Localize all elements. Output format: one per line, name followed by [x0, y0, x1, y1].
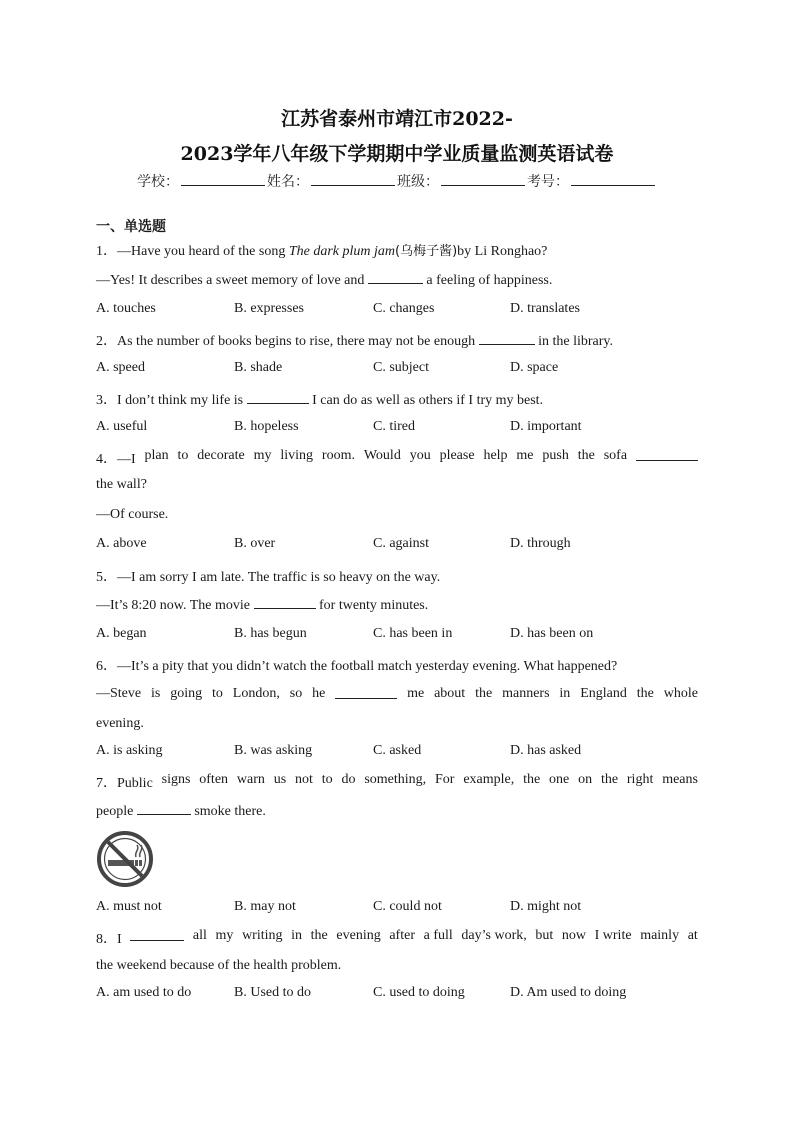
word: to	[321, 772, 333, 787]
word: London,	[232, 686, 280, 701]
option-c: C. could not	[373, 899, 442, 914]
answer-blank	[479, 332, 535, 345]
question-7-number-word	[96, 772, 153, 792]
answer-blank	[636, 448, 698, 461]
option-b: B. shade	[234, 360, 283, 375]
name-blank	[311, 173, 395, 186]
question-2-number: 2．	[96, 334, 117, 349]
option-a: A. began	[96, 626, 147, 641]
option-a: A. am used to do	[96, 985, 192, 1000]
answer-blank	[247, 391, 309, 404]
exam-title-line-2: 2023学年八年级下学期期中学业质量监测英语试卷	[180, 143, 614, 165]
exam-no-blank	[571, 173, 655, 186]
word: whole	[663, 686, 698, 701]
word: room.	[321, 448, 355, 463]
word: decorate	[197, 448, 245, 463]
question-8-stem	[96, 928, 698, 948]
option-a: A. touches	[96, 301, 156, 316]
option-c: C. subject	[373, 360, 429, 375]
question-5-text: —I am sorry I am late. The traffic is so heavy on the way.	[117, 570, 441, 585]
question-1-reply	[96, 271, 698, 289]
question-1-text: —Have you heard of the song	[117, 244, 289, 259]
word: manners	[502, 686, 550, 701]
word: —Steve	[96, 686, 142, 701]
option-b: B. hopeless	[234, 419, 299, 434]
word: he	[312, 686, 326, 701]
section-heading: 一、单选题	[96, 219, 166, 235]
question-4-stem	[96, 448, 698, 468]
word: you	[409, 448, 431, 463]
question-4-reply: —Of course.	[96, 507, 169, 522]
word: mainly	[640, 928, 680, 943]
answer-blank	[130, 928, 184, 941]
option-b: B. was asking	[234, 743, 313, 758]
word: often	[199, 772, 229, 787]
exam-title-line-1: 江苏省泰州市靖江市2022-	[281, 108, 513, 130]
option-b: B. over	[234, 536, 276, 551]
option-a: A. speed	[96, 360, 145, 375]
question-4-number-word	[96, 448, 136, 468]
question-1-song-title: The dark plum jam	[288, 244, 396, 259]
answer-blank	[137, 802, 191, 815]
question-6-stem	[96, 655, 698, 675]
word: but	[535, 928, 554, 943]
word: is	[151, 686, 161, 701]
word: the	[600, 772, 619, 787]
option-c: C. used to doing	[373, 985, 465, 1000]
word: I	[117, 932, 122, 947]
school-label: 学校：	[137, 174, 179, 190]
word: in	[559, 686, 571, 701]
option-a: A. must not	[96, 899, 162, 914]
word: please	[439, 448, 475, 463]
question-5-reply-text: —It’s 8:20 now. The movie	[96, 598, 254, 613]
word: after	[389, 928, 415, 943]
question-2-text: As the number of books begins to rise, there may not be enough	[117, 334, 479, 349]
question-1-text-end: by Li Ronghao?	[457, 244, 548, 259]
question-7-text: people	[96, 804, 137, 819]
school-blank	[181, 173, 265, 186]
question-7-stem	[96, 772, 698, 792]
word: the	[523, 772, 541, 787]
option-d: D. Am used to doing	[510, 985, 627, 1000]
option-d: D. space	[510, 360, 559, 375]
name-label: 姓名：	[267, 174, 309, 190]
option-a: A. is asking	[96, 743, 163, 758]
word: to	[212, 686, 223, 701]
word: example,	[463, 772, 515, 787]
word: help	[483, 448, 508, 463]
word: a full	[423, 928, 453, 943]
question-7-number: 7．	[96, 776, 117, 791]
no-smoking-sign-icon	[96, 830, 154, 888]
question-7-text-end: smoke there.	[190, 804, 266, 819]
word: at	[687, 928, 698, 943]
question-1-stem	[96, 240, 698, 260]
question-5-reply	[96, 596, 698, 614]
option-d: D. through	[510, 536, 571, 551]
word: For	[435, 772, 455, 787]
question-5-reply-end: for twenty minutes.	[315, 598, 429, 613]
question-1-number: 1．	[96, 244, 117, 259]
word: warn	[236, 772, 265, 787]
question-8-number-word	[96, 928, 122, 948]
word: plan	[144, 448, 169, 463]
option-d: D. translates	[510, 301, 580, 316]
answer-blank	[335, 686, 397, 699]
word: going	[170, 686, 203, 701]
answer-blank	[254, 596, 316, 609]
question-3-number: 3．	[96, 393, 117, 408]
question-3-stem	[96, 389, 698, 409]
class-blank	[441, 173, 525, 186]
word: us	[273, 772, 287, 787]
option-d: D. has asked	[510, 743, 582, 758]
question-7-stem-cont	[96, 802, 698, 820]
word: not	[295, 772, 313, 787]
answer-blank	[368, 271, 423, 284]
option-b: B. may not	[234, 899, 296, 914]
option-b: B. has begun	[234, 626, 307, 641]
question-1-reply-text: —Yes! It describes a sweet memory of love and	[96, 273, 368, 288]
question-2-text-end: in the library.	[534, 334, 613, 349]
word: on	[578, 772, 593, 787]
question-6-number: 6．	[96, 659, 117, 674]
word: writing	[242, 928, 283, 943]
word: me	[407, 686, 425, 701]
word: the	[636, 686, 654, 701]
word: do	[341, 772, 356, 787]
question-3-text-end: I can do as well as others if I try my best.	[308, 393, 544, 408]
word: right	[626, 772, 654, 787]
word: one	[549, 772, 570, 787]
option-c: C. against	[373, 536, 429, 551]
word: so	[289, 686, 303, 701]
word: —I	[117, 452, 136, 467]
question-5-number: 5．	[96, 570, 117, 585]
question-6-reply	[96, 686, 698, 702]
option-c: C. asked	[373, 743, 422, 758]
word: sofa	[603, 448, 628, 463]
word: I write	[594, 928, 632, 943]
option-b: B. expresses	[234, 301, 304, 316]
word: the	[577, 448, 595, 463]
word: all	[192, 928, 207, 943]
question-4-stem-cont: the wall?	[96, 477, 147, 492]
word: in	[291, 928, 303, 943]
option-d: D. might not	[510, 899, 582, 914]
exam-no-label: 考号：	[527, 174, 569, 190]
option-a: A. useful	[96, 419, 148, 434]
word: the	[475, 686, 493, 701]
word: the	[310, 928, 328, 943]
question-1-song-cn: (乌梅子酱)	[395, 244, 458, 259]
question-3-text: I don’t think my life is	[117, 393, 247, 408]
word: now	[561, 928, 586, 943]
option-b: B. Used to do	[234, 985, 311, 1000]
word: Public	[117, 776, 153, 791]
word: my	[215, 928, 234, 943]
word: something,	[364, 772, 427, 787]
word: day’s work,	[461, 928, 527, 943]
question-6-reply-cont: evening.	[96, 716, 144, 731]
question-1-reply-end: a feeling of happiness.	[422, 273, 553, 288]
word: England	[580, 686, 627, 701]
word: to	[177, 448, 189, 463]
question-8-stem-cont: the weekend because of the health problem.	[96, 958, 342, 973]
word: about	[434, 686, 466, 701]
option-c: C. changes	[373, 301, 435, 316]
word: means	[662, 772, 698, 787]
option-c: C. has been in	[373, 626, 453, 641]
word: living	[280, 448, 314, 463]
student-info-row	[0, 171, 794, 191]
option-c: C. tired	[373, 419, 415, 434]
word: my	[253, 448, 272, 463]
word: me	[516, 448, 534, 463]
question-8-number: 8．	[96, 932, 117, 947]
question-5-stem	[96, 566, 698, 586]
word: evening	[336, 928, 381, 943]
option-d: D. has been on	[510, 626, 594, 641]
option-a: A. above	[96, 536, 147, 551]
word: signs	[161, 772, 191, 787]
word: Would	[363, 448, 401, 463]
question-2-stem	[96, 330, 698, 350]
class-label: 班级：	[397, 174, 439, 190]
question-4-number: 4．	[96, 452, 117, 467]
option-d: D. important	[510, 419, 582, 434]
word: push	[542, 448, 569, 463]
question-6-text: —It’s a pity that you didn’t watch the football match yesterday evening. What happened?	[117, 659, 618, 674]
